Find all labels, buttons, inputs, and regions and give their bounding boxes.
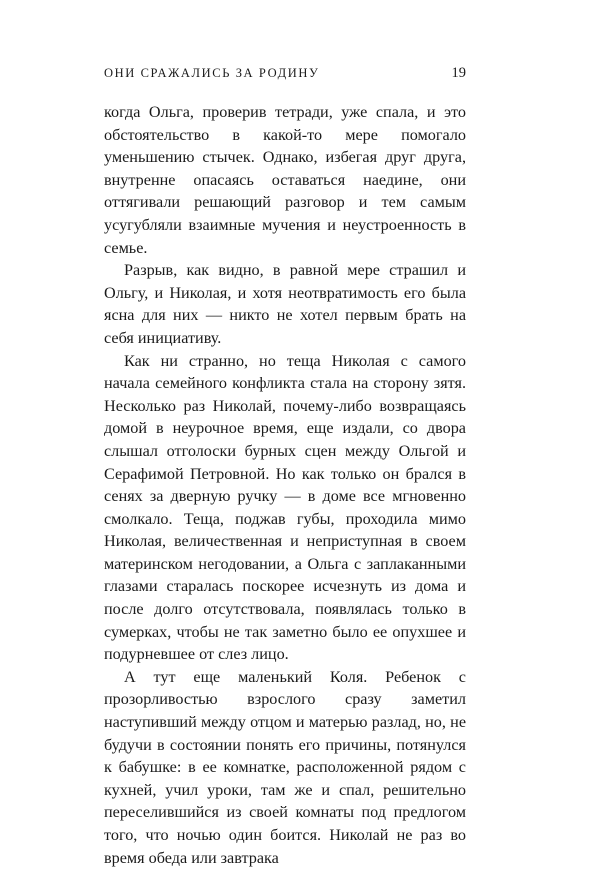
paragraph-continued: когда Ольга, проверив тетради, уже спала, и это обстоятельство в какой-то мере помогало уменьшению стычек. Однако, избегая друг друга, внутренне опасаясь оставаться наедине, они оттягивали решающий разговор и тем самым усугубляли взаимные мучения и неустроенность в семье. [104,103,466,257]
running-title: ОНИ СРАЖАЛИСЬ ЗА РОДИНУ [104,66,320,80]
page-number: 19 [451,65,466,81]
paragraph: Как ни странно, но теща Николая с самого начала семейного конфликта стала на сторону зятя. Несколько раз Николай, почему-либо возвращаясь домой в неурочное время, еще издали, со двора слышал отголоски бурных сцен между Ольгой и Серафимой Петровной. Но как только он брался в сенях за дверную ручку — в доме все мгновенно смолкало. Теща, поджав губы, проходила мимо Николая, величественная и неприступная в своем материнском негодовании, а Ольга с заплаканными глазами старалась поскорее исчезнуть из дома и после долго отсутствовала, появлялась только в сумерках, чтобы не так заметно было ее опухшее и подурневшее от слез лицо. [104,351,466,664]
running-head [104,66,466,86]
paragraph: А тут еще маленький Коля. Ребенок с прозорливостью взрослого сразу заметил наступивший между отцом и матерью разлад, но, не будучи в состоянии понять его причины, потянулся к бабушке: в ее комнатке, расположенной рядом с кухней, учил уроки, там же и спал, решительно переселившийся из своей комнаты под предлогом того, что ночью один боится. Николай не раз во время обеда или завтрака [104,667,466,867]
body-text [104,101,466,869]
paragraph: Разрыв, как видно, в равной мере страшил и Ольгу, и Николая, и хотя неотвратимость его была ясна для них — никто не хотел первым брать на себя инициативу. [104,261,466,347]
